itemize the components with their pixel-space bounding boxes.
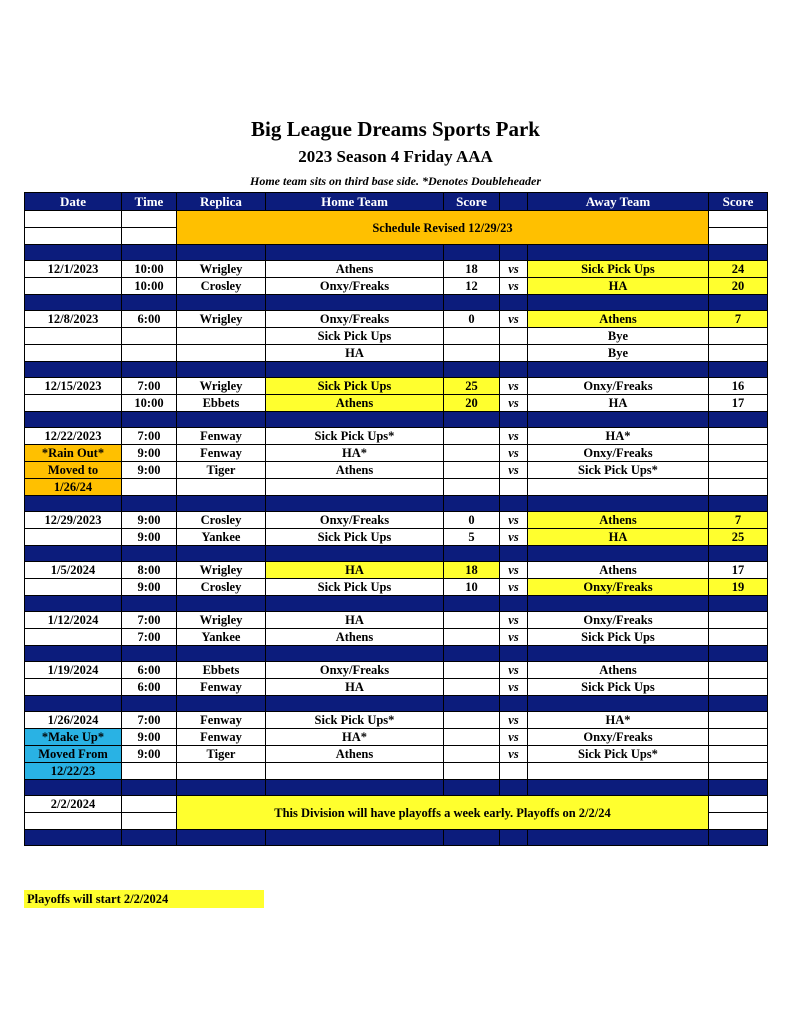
away-team-cell	[528, 763, 709, 780]
date-cell	[25, 211, 122, 228]
home-team-cell	[266, 763, 444, 780]
col-replica: Replica	[177, 193, 266, 211]
table-row	[25, 428, 768, 445]
table-row	[25, 378, 768, 395]
home-score-cell	[444, 428, 500, 445]
time-cell: 8:00	[122, 562, 177, 579]
playoffs-banner: This Division will have playoffs a week early. Playoffs on 2/2/24	[177, 796, 709, 830]
table-row	[25, 462, 768, 479]
table-row	[25, 612, 768, 629]
date-cell: 12/1/2023	[25, 261, 122, 278]
table-row	[25, 445, 768, 462]
home-score-cell	[444, 612, 500, 629]
table-row	[25, 579, 768, 596]
separator-row	[25, 295, 768, 311]
home-score-cell	[444, 746, 500, 763]
table-row	[25, 311, 768, 328]
home-team-cell: HA	[266, 562, 444, 579]
away-team-cell: HA	[528, 529, 709, 546]
table-row	[25, 512, 768, 529]
away-team-cell: Athens	[528, 562, 709, 579]
time-cell	[122, 211, 177, 228]
separator-row	[25, 830, 768, 846]
separator-row	[25, 362, 768, 378]
field-cell: Wrigley	[177, 261, 266, 278]
home-team-cell: Athens	[266, 261, 444, 278]
table-row	[25, 763, 768, 780]
date-cell	[25, 529, 122, 546]
away-team-cell	[528, 479, 709, 496]
away-score-cell: 16	[709, 378, 768, 395]
home-score-cell: 12	[444, 278, 500, 295]
away-team-cell: Onxy/Freaks	[528, 579, 709, 596]
home-team-cell: Onxy/Freaks	[266, 662, 444, 679]
away-team-cell: Athens	[528, 311, 709, 328]
schedule-table	[24, 192, 768, 846]
table-row	[25, 211, 768, 228]
home-score-cell: 20	[444, 395, 500, 412]
away-score-cell	[709, 328, 768, 345]
away-score-cell	[709, 712, 768, 729]
vs-cell: vs	[500, 529, 528, 546]
vs-cell: vs	[500, 462, 528, 479]
field-cell: Fenway	[177, 428, 266, 445]
home-team-cell: HA	[266, 612, 444, 629]
time-cell: 6:00	[122, 311, 177, 328]
date-cell: 1/19/2024	[25, 662, 122, 679]
away-team-cell: Onxy/Freaks	[528, 612, 709, 629]
date-cell	[25, 345, 122, 362]
away-score-cell: 19	[709, 579, 768, 596]
time-cell: 7:00	[122, 612, 177, 629]
vs-cell	[500, 763, 528, 780]
time-cell: 10:00	[122, 395, 177, 412]
table-row	[25, 712, 768, 729]
away-score-cell	[709, 211, 768, 228]
time-cell: 10:00	[122, 278, 177, 295]
away-score-cell	[709, 428, 768, 445]
table-row	[25, 729, 768, 746]
table-row	[25, 629, 768, 646]
home-score-cell: 0	[444, 512, 500, 529]
col-home-score: Score	[444, 193, 500, 211]
field-cell: Tiger	[177, 462, 266, 479]
home-score-cell	[444, 462, 500, 479]
away-team-cell: Sick Pick Ups*	[528, 746, 709, 763]
vs-cell: vs	[500, 445, 528, 462]
field-cell: Crosley	[177, 512, 266, 529]
time-cell	[122, 479, 177, 496]
away-team-cell: Onxy/Freaks	[528, 729, 709, 746]
date-cell	[25, 395, 122, 412]
home-score-cell	[444, 479, 500, 496]
time-cell: 7:00	[122, 378, 177, 395]
table-row	[25, 662, 768, 679]
time-cell: 6:00	[122, 679, 177, 696]
time-cell: 7:00	[122, 428, 177, 445]
field-cell: Wrigley	[177, 311, 266, 328]
away-team-cell: HA	[528, 395, 709, 412]
field-cell: Fenway	[177, 679, 266, 696]
table-row	[25, 261, 768, 278]
home-team-cell: Athens	[266, 462, 444, 479]
vs-cell: vs	[500, 712, 528, 729]
home-team-cell: Sick Pick Ups*	[266, 712, 444, 729]
home-score-cell	[444, 662, 500, 679]
header-row	[25, 193, 768, 211]
table-row	[25, 529, 768, 546]
away-score-cell: 7	[709, 512, 768, 529]
time-cell	[122, 813, 177, 830]
home-score-cell: 25	[444, 378, 500, 395]
home-score-cell	[444, 345, 500, 362]
field-cell: Yankee	[177, 629, 266, 646]
field-cell	[177, 763, 266, 780]
time-cell	[122, 763, 177, 780]
away-team-cell: HA	[528, 278, 709, 295]
vs-cell: vs	[500, 629, 528, 646]
time-cell: 6:00	[122, 662, 177, 679]
away-score-cell: 7	[709, 311, 768, 328]
vs-cell: vs	[500, 612, 528, 629]
vs-cell: vs	[500, 662, 528, 679]
col-time: Time	[122, 193, 177, 211]
date-cell	[25, 579, 122, 596]
away-score-cell	[709, 729, 768, 746]
vs-cell: vs	[500, 428, 528, 445]
date-cell	[25, 328, 122, 345]
home-team-cell: Onxy/Freaks	[266, 311, 444, 328]
away-score-cell	[709, 763, 768, 780]
time-cell	[122, 328, 177, 345]
away-team-cell: Bye	[528, 345, 709, 362]
moved-date-note: 1/26/24	[25, 479, 122, 496]
field-cell: Fenway	[177, 729, 266, 746]
away-team-cell: Bye	[528, 328, 709, 345]
away-score-cell	[709, 746, 768, 763]
date-cell	[25, 813, 122, 830]
vs-cell: vs	[500, 562, 528, 579]
field-cell: Fenway	[177, 712, 266, 729]
home-team-cell: Onxy/Freaks	[266, 512, 444, 529]
make-up-note: *Make Up*	[25, 729, 122, 746]
time-cell: 9:00	[122, 579, 177, 596]
field-cell: Tiger	[177, 746, 266, 763]
table-row	[25, 479, 768, 496]
field-cell: Wrigley	[177, 378, 266, 395]
home-team-cell	[266, 479, 444, 496]
vs-cell: vs	[500, 679, 528, 696]
rain-out-note: *Rain Out*	[25, 445, 122, 462]
away-score-cell: 24	[709, 261, 768, 278]
vs-cell: vs	[500, 378, 528, 395]
vs-cell	[500, 479, 528, 496]
away-score-cell	[709, 445, 768, 462]
away-score-cell	[709, 629, 768, 646]
col-vs	[500, 193, 528, 211]
home-score-cell: 10	[444, 579, 500, 596]
home-team-cell: Athens	[266, 629, 444, 646]
time-cell: 9:00	[122, 729, 177, 746]
home-team-cell: Athens	[266, 395, 444, 412]
vs-cell: vs	[500, 729, 528, 746]
home-score-cell: 18	[444, 261, 500, 278]
date-cell	[25, 228, 122, 245]
time-cell: 10:00	[122, 261, 177, 278]
vs-cell: vs	[500, 261, 528, 278]
date-cell: 1/5/2024	[25, 562, 122, 579]
away-score-cell	[709, 612, 768, 629]
field-cell: Fenway	[177, 445, 266, 462]
date-cell: 12/15/2023	[25, 378, 122, 395]
page-title: Big League Dreams Sports Park	[251, 117, 540, 141]
home-team-cell: Sick Pick Ups*	[266, 428, 444, 445]
time-cell: 7:00	[122, 629, 177, 646]
home-team-cell: Sick Pick Ups	[266, 529, 444, 546]
time-cell: 9:00	[122, 512, 177, 529]
away-score-cell: 25	[709, 529, 768, 546]
vs-cell: vs	[500, 579, 528, 596]
field-cell: Wrigley	[177, 612, 266, 629]
date-cell: 12/22/2023	[25, 428, 122, 445]
moved-from-date-note: 12/22/23	[25, 763, 122, 780]
col-away-team: Away Team	[528, 193, 709, 211]
away-score-cell	[709, 679, 768, 696]
home-score-cell	[444, 763, 500, 780]
home-score-cell	[444, 445, 500, 462]
col-away-score: Score	[709, 193, 768, 211]
home-team-cell: HA*	[266, 729, 444, 746]
separator-row	[25, 696, 768, 712]
date-cell	[25, 679, 122, 696]
vs-cell	[500, 345, 528, 362]
separator-row	[25, 596, 768, 612]
away-score-cell: 17	[709, 395, 768, 412]
away-team-cell: HA*	[528, 428, 709, 445]
away-score-cell: 17	[709, 562, 768, 579]
away-team-cell: Sick Pick Ups*	[528, 462, 709, 479]
home-team-cell: Onxy/Freaks	[266, 278, 444, 295]
date-cell	[25, 629, 122, 646]
home-score-cell	[444, 328, 500, 345]
table-row	[25, 345, 768, 362]
home-team-cell: HA*	[266, 445, 444, 462]
time-cell: 7:00	[122, 712, 177, 729]
table-row	[25, 328, 768, 345]
away-score-cell	[709, 479, 768, 496]
vs-cell: vs	[500, 395, 528, 412]
away-score-cell	[709, 813, 768, 830]
date-cell: 1/26/2024	[25, 712, 122, 729]
revised-banner: Schedule Revised 12/29/23	[177, 211, 709, 245]
home-score-cell: 18	[444, 562, 500, 579]
home-team-cell: Athens	[266, 746, 444, 763]
away-team-cell: Sick Pick Ups	[528, 261, 709, 278]
time-cell: 9:00	[122, 529, 177, 546]
home-team-cell: Sick Pick Ups	[266, 328, 444, 345]
away-team-cell: Sick Pick Ups	[528, 629, 709, 646]
field-cell: Ebbets	[177, 395, 266, 412]
away-team-cell: Onxy/Freaks	[528, 445, 709, 462]
time-cell	[122, 228, 177, 245]
time-cell: 9:00	[122, 462, 177, 479]
away-team-cell: Athens	[528, 662, 709, 679]
time-cell	[122, 796, 177, 813]
field-cell: Ebbets	[177, 662, 266, 679]
away-score-cell	[709, 462, 768, 479]
away-team-cell: Sick Pick Ups	[528, 679, 709, 696]
home-team-cell: Sick Pick Ups	[266, 579, 444, 596]
field-cell: Crosley	[177, 278, 266, 295]
vs-cell: vs	[500, 278, 528, 295]
home-score-cell	[444, 679, 500, 696]
field-cell	[177, 328, 266, 345]
date-cell: 2/2/2024	[25, 796, 122, 813]
home-score-cell	[444, 712, 500, 729]
date-cell: 12/8/2023	[25, 311, 122, 328]
away-score-cell	[709, 662, 768, 679]
page-subtitle: 2023 Season 4 Friday AAA	[298, 147, 493, 166]
page-note: Home team sits on third base side. *Denotes Doubleheader	[250, 174, 541, 188]
home-score-cell: 5	[444, 529, 500, 546]
vs-cell: vs	[500, 512, 528, 529]
separator-row	[25, 496, 768, 512]
home-score-cell	[444, 729, 500, 746]
time-cell	[122, 345, 177, 362]
away-score-cell: 20	[709, 278, 768, 295]
table-row	[25, 395, 768, 412]
moved-note: Moved to	[25, 462, 122, 479]
field-cell	[177, 345, 266, 362]
time-cell: 9:00	[122, 746, 177, 763]
away-team-cell: HA*	[528, 712, 709, 729]
home-score-cell	[444, 629, 500, 646]
vs-cell	[500, 328, 528, 345]
separator-row	[25, 546, 768, 562]
field-cell: Wrigley	[177, 562, 266, 579]
separator-row	[25, 780, 768, 796]
vs-cell: vs	[500, 311, 528, 328]
home-team-cell: HA	[266, 345, 444, 362]
separator-row	[25, 646, 768, 662]
separator-row	[25, 245, 768, 261]
field-cell: Yankee	[177, 529, 266, 546]
home-score-cell: 0	[444, 311, 500, 328]
away-team-cell: Onxy/Freaks	[528, 378, 709, 395]
col-home-team: Home Team	[266, 193, 444, 211]
away-score-cell	[709, 345, 768, 362]
home-team-cell: Sick Pick Ups	[266, 378, 444, 395]
table-row	[25, 278, 768, 295]
field-cell	[177, 479, 266, 496]
away-score-cell	[709, 796, 768, 813]
field-cell: Crosley	[177, 579, 266, 596]
col-date: Date	[25, 193, 122, 211]
table-row	[25, 562, 768, 579]
separator-row	[25, 412, 768, 428]
home-team-cell: HA	[266, 679, 444, 696]
date-cell	[25, 278, 122, 295]
date-cell: 12/29/2023	[25, 512, 122, 529]
table-row	[25, 796, 768, 813]
date-cell: 1/12/2024	[25, 612, 122, 629]
away-score-cell	[709, 228, 768, 245]
playoff-start-note: Playoffs will start 2/2/2024	[24, 890, 264, 908]
moved-from-note: Moved From	[25, 746, 122, 763]
time-cell: 9:00	[122, 445, 177, 462]
vs-cell: vs	[500, 746, 528, 763]
table-row	[25, 679, 768, 696]
table-row	[25, 746, 768, 763]
away-team-cell: Athens	[528, 512, 709, 529]
